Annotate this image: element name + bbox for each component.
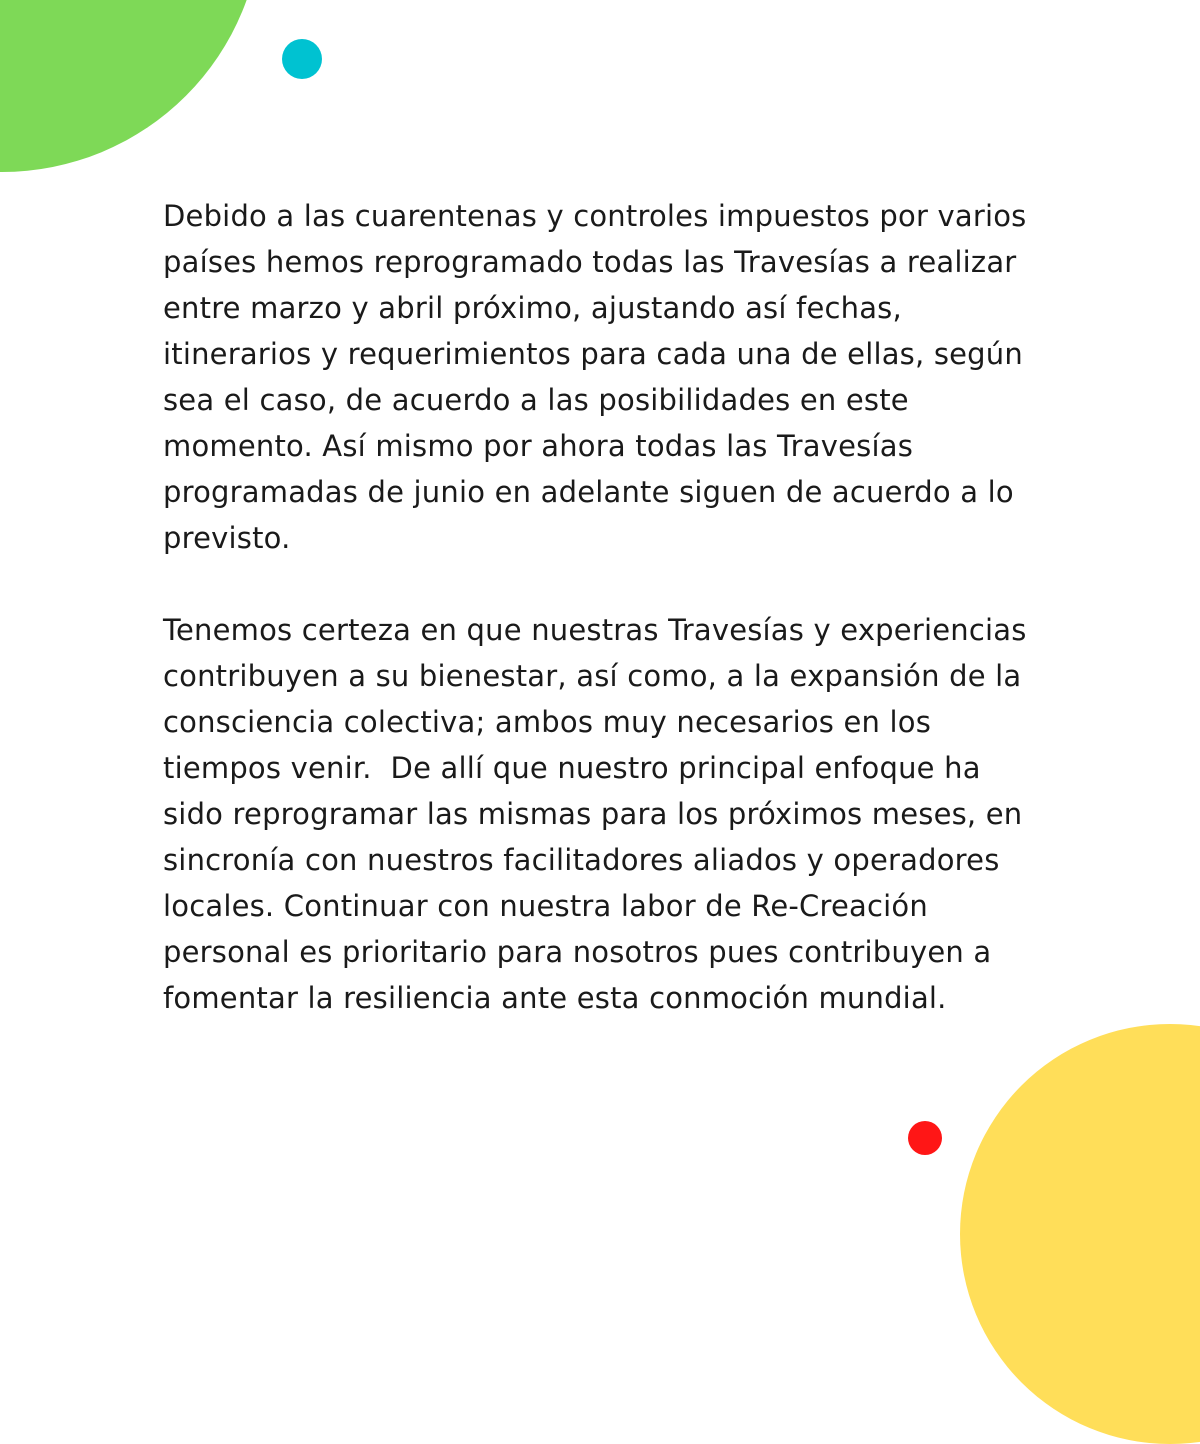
paragraph-2 xyxy=(163,607,1123,1021)
text-line: personal es prioritario para nosotros pues contribuyen a xyxy=(163,935,992,969)
text-line: países hemos reprogramado todas las Travesías a realizar xyxy=(163,245,1017,279)
red-dot-decoration xyxy=(908,1121,942,1155)
green-circle-decoration xyxy=(0,0,262,172)
text-line: Debido a las cuarentenas y controles impuestos por varios xyxy=(163,199,1027,233)
text-line: sincronía con nuestros facilitadores aliados y operadores xyxy=(163,843,1000,877)
text-line: previsto. xyxy=(163,521,291,555)
text-line: contribuyen a su bienestar, así como, a la expansión de la xyxy=(163,659,1022,693)
text-line: sido reprogramar las mismas para los próximos meses, en xyxy=(163,797,1023,831)
yellow-circle-decoration xyxy=(960,1024,1200,1444)
text-line: entre marzo y abril próximo, ajustando así fechas, xyxy=(163,291,902,325)
text-line: sea el caso, de acuerdo a las posibilidades en este xyxy=(163,383,909,417)
teal-dot-decoration xyxy=(282,39,322,79)
text-line: consciencia colectiva; ambos muy necesarios en los xyxy=(163,705,932,739)
body-text xyxy=(163,193,1123,1021)
text-line: locales. Continuar con nuestra labor de Re-Creación xyxy=(163,889,928,923)
text-line: tiempos venir. De allí que nuestro principal enfoque ha xyxy=(163,751,981,785)
text-line: momento. Así mismo por ahora todas las Travesías xyxy=(163,429,914,463)
text-line: Tenemos certeza en que nuestras Travesías y experiencias xyxy=(163,613,1027,647)
text-line: fomentar la resiliencia ante esta conmoción mundial. xyxy=(163,981,947,1015)
paragraph-1 xyxy=(163,193,1123,561)
text-line: itinerarios y requerimientos para cada una de ellas, según xyxy=(163,337,1023,371)
text-line: programadas de junio en adelante siguen de acuerdo a lo xyxy=(163,475,1014,509)
